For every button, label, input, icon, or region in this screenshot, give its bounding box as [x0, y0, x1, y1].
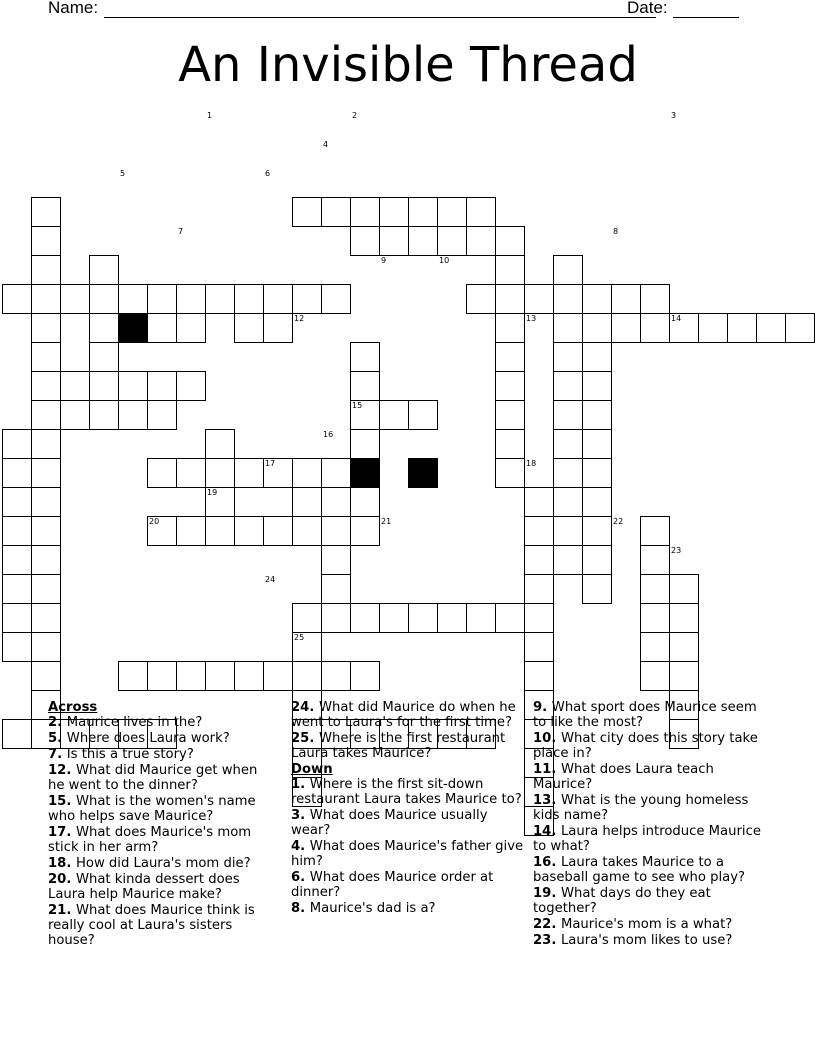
clue-number: 20. [48, 872, 76, 887]
grid-cell[interactable] [553, 371, 583, 401]
grid-cell[interactable] [582, 458, 612, 488]
grid-cell[interactable] [89, 313, 119, 343]
grid-cell[interactable] [31, 255, 61, 285]
grid-cell[interactable] [234, 313, 264, 343]
clue-number-label: 13 [526, 314, 537, 323]
grid-cell[interactable] [553, 342, 583, 372]
grid-cell[interactable] [118, 284, 148, 314]
clue-number: 19. [533, 886, 561, 901]
grid-cell[interactable] [205, 458, 235, 488]
clue-number: 4. [291, 839, 310, 854]
grid-cell[interactable] [147, 313, 177, 343]
clue-number: 18. [48, 856, 76, 871]
grid-cell[interactable] [350, 603, 380, 633]
clue-number: 7. [48, 747, 67, 762]
grid-cell[interactable] [2, 458, 32, 488]
clue-text: Maurice lives in the? [66, 715, 203, 730]
grid-cell[interactable] [2, 545, 32, 575]
grid-cell[interactable] [31, 458, 61, 488]
grid-cell[interactable] [31, 226, 61, 256]
grid-cell[interactable] [582, 487, 612, 517]
grid-cell[interactable] [292, 603, 322, 633]
grid-cell[interactable] [292, 661, 322, 691]
grid-cell[interactable] [118, 371, 148, 401]
grid-cell[interactable] [89, 255, 119, 285]
grid-cell[interactable] [582, 429, 612, 459]
grid-cell[interactable] [205, 429, 235, 459]
clue-number-label: 25 [294, 633, 305, 642]
clue-text: What does Maurice think is really cool at Laura's sisters house? [48, 903, 255, 948]
grid-cell[interactable] [2, 284, 32, 314]
grid-cell[interactable] [350, 342, 380, 372]
grid-cell[interactable] [582, 545, 612, 575]
grid-cell[interactable] [350, 487, 380, 517]
grid-cell[interactable] [2, 603, 32, 633]
grid-cell[interactable] [466, 226, 496, 256]
clue-item [533, 886, 763, 916]
grid-cell[interactable] [495, 458, 525, 488]
clue-item [48, 747, 274, 762]
grid-cell[interactable] [321, 574, 351, 604]
grid-cell[interactable] [176, 516, 206, 546]
grid-cell[interactable] [60, 400, 90, 430]
grid-cell[interactable] [31, 661, 61, 691]
grid-cell[interactable] [147, 400, 177, 430]
grid-cell[interactable] [263, 516, 293, 546]
grid-cell[interactable] [640, 603, 670, 633]
grid-cell[interactable] [582, 400, 612, 430]
grid-cell[interactable] [321, 458, 351, 488]
grid-cell[interactable] [292, 197, 322, 227]
clue-number-label: 10 [439, 256, 450, 265]
grid-cell[interactable] [263, 284, 293, 314]
grid-cell[interactable] [31, 632, 61, 662]
clue-item [533, 731, 763, 761]
clue-number: 3. [291, 808, 310, 823]
grid-cell[interactable] [321, 197, 351, 227]
clue-text: Maurice's mom is a what? [560, 917, 733, 932]
grid-cell[interactable] [669, 603, 699, 633]
grid-cell[interactable] [785, 313, 815, 343]
grid-cell[interactable] [379, 197, 409, 227]
grid-cell[interactable] [640, 313, 670, 343]
grid-cell[interactable] [89, 284, 119, 314]
grid-cell[interactable] [495, 371, 525, 401]
grid-cell[interactable] [495, 313, 525, 343]
grid-cell[interactable] [698, 313, 728, 343]
clue-item [533, 793, 763, 823]
grid-cell[interactable] [408, 197, 438, 227]
grid-cell[interactable] [205, 516, 235, 546]
clue-number-label: 4 [323, 140, 329, 149]
clue-item [48, 763, 274, 793]
grid-cell[interactable] [31, 545, 61, 575]
name-label: Name: [48, 0, 99, 17]
grid-cell[interactable] [176, 371, 206, 401]
grid-cell[interactable] [495, 255, 525, 285]
clue-number: 5. [48, 731, 67, 746]
clues-column-2 [291, 700, 527, 917]
clue-item [48, 825, 274, 855]
grid-cell[interactable] [147, 284, 177, 314]
grid-cell[interactable] [495, 226, 525, 256]
grid-cell[interactable] [263, 313, 293, 343]
clue-item [48, 856, 274, 871]
grid-cell[interactable] [234, 661, 264, 691]
grid-cell[interactable] [350, 429, 380, 459]
clue-number: 25. [291, 731, 319, 746]
grid-cell[interactable] [321, 603, 351, 633]
grid-cell[interactable] [611, 313, 641, 343]
grid-cell[interactable] [321, 284, 351, 314]
grid-cell[interactable] [31, 574, 61, 604]
clue-number-label: 11 [120, 314, 131, 323]
grid-cell[interactable] [60, 284, 90, 314]
down-heading: Down [291, 762, 333, 777]
grid-cell[interactable] [350, 516, 380, 546]
grid-cell[interactable] [408, 226, 438, 256]
clue-item [291, 700, 527, 730]
clue-number: 6. [291, 870, 310, 885]
puzzle-title: An Invisible Thread [178, 37, 638, 93]
clue-text: What does Maurice's father give him? [291, 839, 524, 869]
grid-cell[interactable] [669, 632, 699, 662]
grid-cell[interactable] [2, 632, 32, 662]
grid-cell[interactable] [350, 371, 380, 401]
clue-number: 22. [533, 917, 561, 932]
grid-cell[interactable] [408, 603, 438, 633]
grid-cell[interactable] [553, 487, 583, 517]
clue-number-label: 22 [613, 517, 624, 526]
clue-number: 2. [48, 715, 67, 730]
clue-number-label: 7 [178, 227, 184, 236]
clues-column-1 [48, 700, 274, 949]
clue-number-label: 3 [671, 111, 677, 120]
clue-item [291, 839, 527, 869]
clue-number-label: 15 [352, 401, 363, 410]
clue-text: Where does Laura work? [66, 731, 230, 746]
grid-cell[interactable] [89, 371, 119, 401]
grid-block [350, 458, 380, 488]
grid-cell[interactable] [553, 458, 583, 488]
grid-cell[interactable] [2, 516, 32, 546]
clue-number: 1. [291, 777, 310, 792]
grid-cell[interactable] [553, 284, 583, 314]
clue-text: What does Maurice usually wear? [291, 808, 488, 838]
clue-text: Maurice's dad is a? [309, 901, 436, 916]
grid-cell[interactable] [321, 661, 351, 691]
clue-number-label: 21 [381, 517, 392, 526]
grid-cell[interactable] [147, 458, 177, 488]
grid-cell[interactable] [31, 197, 61, 227]
grid-cell[interactable] [582, 516, 612, 546]
grid-cell[interactable] [350, 661, 380, 691]
grid-cell[interactable] [321, 545, 351, 575]
grid-cell[interactable] [2, 719, 32, 749]
clue-number-label: 20 [149, 517, 160, 526]
grid-cell[interactable] [31, 429, 61, 459]
clue-item [533, 700, 763, 730]
clue-text: What is the women's name who helps save Maurice? [48, 794, 256, 824]
date-label: Date: [627, 0, 668, 17]
grid-cell[interactable] [640, 516, 670, 546]
clue-text: Is this a true story? [66, 747, 194, 762]
clue-number-label: 2 [352, 111, 358, 120]
clues-column-3 [533, 700, 763, 949]
grid-cell[interactable] [582, 284, 612, 314]
grid-cell[interactable] [466, 197, 496, 227]
clue-text: What did Maurice get when he went to the dinner? [48, 763, 258, 793]
clue-number: 15. [48, 794, 76, 809]
clue-text: Laura's mom likes to use? [560, 933, 733, 948]
grid-cell[interactable] [176, 284, 206, 314]
clue-item [291, 901, 527, 916]
grid-cell[interactable] [553, 516, 583, 546]
grid-cell[interactable] [611, 284, 641, 314]
grid-cell[interactable] [553, 545, 583, 575]
grid-cell[interactable] [31, 284, 61, 314]
grid-cell[interactable] [727, 313, 757, 343]
clue-item [533, 933, 763, 948]
grid-cell[interactable] [60, 371, 90, 401]
grid-cell[interactable] [524, 284, 554, 314]
clue-number: 8. [291, 901, 310, 916]
grid-cell[interactable] [379, 400, 409, 430]
grid-cell[interactable] [31, 371, 61, 401]
clue-item [291, 808, 527, 838]
grid-cell[interactable] [495, 429, 525, 459]
clue-item [533, 855, 763, 885]
grid-cell[interactable] [147, 661, 177, 691]
clue-text: What days do they eat together? [533, 886, 711, 916]
grid-cell[interactable] [495, 400, 525, 430]
grid-cell[interactable] [582, 574, 612, 604]
clue-item [291, 870, 527, 900]
grid-cell[interactable] [292, 458, 322, 488]
grid-cell[interactable] [466, 603, 496, 633]
clue-item [533, 824, 763, 854]
grid-cell[interactable] [31, 516, 61, 546]
clue-number-label: 18 [526, 459, 537, 468]
grid-cell[interactable] [147, 371, 177, 401]
grid-cell[interactable] [89, 342, 119, 372]
clue-number-label: 8 [613, 227, 619, 236]
grid-cell[interactable] [31, 400, 61, 430]
clue-text: What does Maurice order at dinner? [291, 870, 494, 900]
grid-cell[interactable] [495, 603, 525, 633]
grid-cell[interactable] [553, 429, 583, 459]
grid-block [408, 458, 438, 488]
clue-number-label: 19 [207, 488, 218, 497]
clue-item [48, 731, 274, 746]
grid-cell[interactable] [350, 197, 380, 227]
clue-text: What is the young homeless kids name? [533, 793, 749, 823]
grid-cell[interactable] [582, 342, 612, 372]
clue-item [48, 903, 274, 948]
grid-cell[interactable] [31, 313, 61, 343]
clue-number-label: 23 [671, 546, 682, 555]
clue-number-label: 9 [381, 256, 387, 265]
clue-item [533, 917, 763, 932]
grid-cell[interactable] [176, 458, 206, 488]
grid-cell[interactable] [292, 516, 322, 546]
grid-cell[interactable] [640, 545, 670, 575]
grid-cell[interactable] [408, 400, 438, 430]
clue-text: What kinda dessert does Laura help Maurice make? [48, 872, 240, 902]
clue-item [291, 777, 527, 807]
grid-cell[interactable] [524, 603, 554, 633]
clue-text: Where is the first sit-down restaurant Laura takes Maurice to? [291, 777, 522, 807]
grid-cell[interactable] [669, 661, 699, 691]
clue-number-label: 6 [265, 169, 271, 178]
clue-text: What does Laura teach Maurice? [533, 762, 714, 792]
grid-cell[interactable] [524, 632, 554, 662]
clue-item [291, 731, 527, 761]
clue-number-label: 12 [294, 314, 305, 323]
grid-cell[interactable] [31, 603, 61, 633]
across-heading: Across [48, 700, 98, 715]
grid-cell[interactable] [379, 603, 409, 633]
clue-number: 10. [533, 731, 561, 746]
grid-cell[interactable] [524, 487, 554, 517]
grid-cell[interactable] [524, 661, 554, 691]
grid-cell[interactable] [640, 574, 670, 604]
grid-cell[interactable] [205, 661, 235, 691]
clue-text: Laura takes Maurice to a baseball game to see who play? [533, 855, 746, 885]
clue-number: 9. [533, 700, 552, 715]
clue-text: What city does this story take place in? [533, 731, 758, 761]
clue-number: 24. [291, 700, 319, 715]
clue-number: 16. [533, 855, 561, 870]
grid-cell[interactable] [437, 603, 467, 633]
grid-cell[interactable] [31, 342, 61, 372]
grid-cell[interactable] [234, 458, 264, 488]
clue-number: 14. [533, 824, 561, 839]
clue-item [48, 872, 274, 902]
clue-number: 11. [533, 762, 561, 777]
grid-cell[interactable] [524, 545, 554, 575]
clue-item [48, 794, 274, 824]
grid-cell[interactable] [524, 574, 554, 604]
grid-cell[interactable] [2, 487, 32, 517]
grid-cell[interactable] [292, 487, 322, 517]
grid-cell[interactable] [2, 429, 32, 459]
grid-cell[interactable] [640, 661, 670, 691]
clue-text: How did Laura's mom die? [75, 856, 251, 871]
clue-text: Laura helps introduce Maurice to what? [533, 824, 761, 854]
grid-cell[interactable] [640, 284, 670, 314]
clue-number: 12. [48, 763, 76, 778]
grid-cell[interactable] [756, 313, 786, 343]
grid-cell[interactable] [437, 226, 467, 256]
grid-cell[interactable] [234, 284, 264, 314]
grid-cell[interactable] [118, 400, 148, 430]
grid-cell[interactable] [524, 516, 554, 546]
grid-cell[interactable] [495, 284, 525, 314]
clue-number: 17. [48, 825, 76, 840]
clue-text: What does Maurice's mom stick in her arm? [48, 825, 252, 855]
grid-cell[interactable] [234, 516, 264, 546]
grid-cell[interactable] [379, 226, 409, 256]
clue-number-label: 17 [265, 459, 276, 468]
clue-text: What sport does Maurice seem to like the most? [533, 700, 757, 730]
grid-cell[interactable] [118, 661, 148, 691]
grid-cell[interactable] [640, 632, 670, 662]
grid-cell[interactable] [582, 371, 612, 401]
grid-cell[interactable] [176, 313, 206, 343]
clue-text: What did Maurice do when he went to Laura's for the first time? [291, 700, 516, 730]
grid-cell[interactable] [553, 255, 583, 285]
grid-cell[interactable] [263, 661, 293, 691]
grid-cell[interactable] [176, 661, 206, 691]
clue-number: 21. [48, 903, 76, 918]
grid-cell[interactable] [437, 197, 467, 227]
grid-cell[interactable] [553, 313, 583, 343]
clue-number: 13. [533, 793, 561, 808]
clue-number-label: 5 [120, 169, 126, 178]
grid-cell[interactable] [89, 400, 119, 430]
grid-cell[interactable] [292, 284, 322, 314]
grid-cell[interactable] [669, 574, 699, 604]
clue-number-label: 24 [265, 575, 276, 584]
grid-cell[interactable] [553, 400, 583, 430]
clue-number-label: 16 [323, 430, 334, 439]
clue-number-label: 1 [207, 111, 213, 120]
clue-item [533, 762, 763, 792]
clue-number-label: 14 [671, 314, 682, 323]
grid-cell[interactable] [321, 516, 351, 546]
grid-cell[interactable] [2, 574, 32, 604]
grid-cell[interactable] [205, 284, 235, 314]
grid-cell[interactable] [495, 342, 525, 372]
clue-number: 23. [533, 933, 561, 948]
clue-text: Where is the first restaurant Laura takes Maurice? [291, 731, 506, 761]
grid-cell[interactable] [31, 487, 61, 517]
grid-cell[interactable] [350, 226, 380, 256]
grid-cell[interactable] [466, 284, 496, 314]
clue-item [48, 715, 274, 730]
